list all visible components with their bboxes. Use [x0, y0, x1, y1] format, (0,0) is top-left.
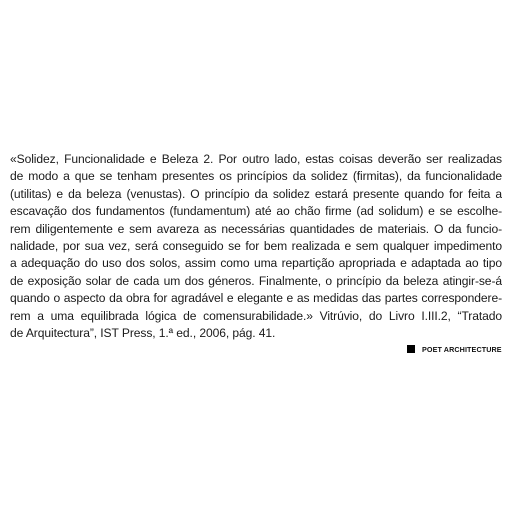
quote-line-8: de exposição solar de cada um dos géneros. Finalmente, o princípio da beleza atingir-se-á	[10, 273, 502, 288]
quote-line-2: de modo a que se tenham presentes os princípios da solidez (firmitas), da funcionalidade	[10, 169, 502, 184]
quote-line-7: a adequação do uso dos solos, assim como uma repartição apropriada e adaptada ao tipo	[10, 256, 502, 271]
quote-line-6: nalidade, por sua vez, será conseguido se for bem realizada e sem qualquer impedimento	[10, 239, 502, 254]
quote-line-5: rem diligentemente e sem avareza as necessárias quantidades de materiais. O da funcio-	[10, 221, 502, 236]
quote-line-1: «Solidez, Funcionalidade e Beleza 2. Por outro lado, estas coisas deverão ser realizadas	[10, 152, 502, 166]
brand-name: POET ARCHITECTURE	[422, 344, 502, 354]
vitruvius-quote	[10, 151, 502, 342]
brand-square-icon	[407, 345, 415, 353]
quote-line-9: quando o aspecto da obra for agradável e elegante e as medidas das partes correspondere-	[10, 291, 502, 306]
quote-line-3: (utilitas) e da beleza (venustas). O princípio da solidez estará presente quando for feita a	[10, 186, 502, 201]
quote-line-11: de Arquitectura”, IST Press, 1.ª ed., 2006, pág. 41.	[10, 326, 276, 341]
brand-mark	[407, 343, 502, 355]
quote-line-4: escavação dos fundamentos (fundamentum) até ao chão firme (ad solidum) e se escolhe-	[10, 204, 502, 219]
quote-line-10: rem a uma equilibrada lógica de comensurabilidade.» Vitrúvio, do Livro I.III.2, “Tratado	[10, 308, 502, 323]
